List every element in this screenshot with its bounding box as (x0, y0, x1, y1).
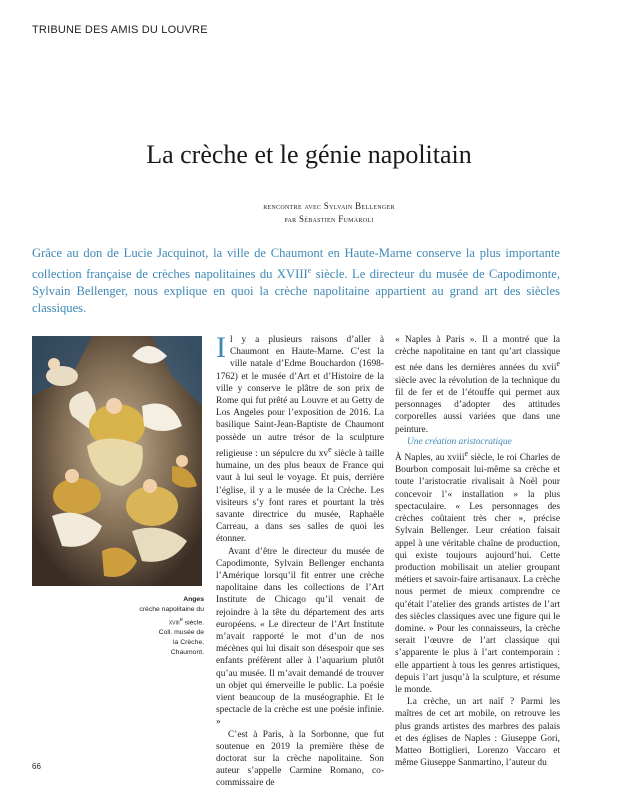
page-number: 66 (32, 762, 41, 771)
paragraph-text: l y a plusieurs raisons d’aller à Chaumont en Haute-Marne. C’est la ville natale d’Edme Bouchardon (1698-1762) et le musée d’Art et d’Histoire de la ville y conserve le plâtre de son prix de Rome qui fut prêté au Louvre et au Getty de Los Angeles pour l’exposition de 2016. La basilique Saint-Jean-Baptiste de Chaumont possède un autre trésor de la sculpture religieuse : un sépulcre du xv (216, 335, 384, 459)
superscript: e (328, 444, 332, 454)
byline (0, 200, 618, 226)
section-rubric: TRIBUNE DES AMIS DU LOUVRE (32, 24, 208, 36)
paragraph-text: À Naples, au xviii (395, 453, 465, 464)
paragraph-text: « Naples à Paris ». Il a montré que la crèche napolitaine en tant qu’art classique est née dans les dernières années du xvii (395, 335, 560, 374)
lead-text-b: siècle. Le directeur du musée de Capodimonte, Sylvain Bellenger, nous explique en quoi la crèche napolitaine appartient au grand art des siècles classiques. (32, 267, 560, 316)
byline-interview: rencontre avec Sylvain Bellenger (263, 201, 395, 211)
superscript: e (464, 448, 468, 458)
caption-line: crèche napolitaine du (139, 606, 204, 613)
paragraph (216, 331, 385, 546)
paragraph-text: siècle avec la révolution de la technique du fil de fer et de l’étouffe qui permet aux personnages d’adopter des attitudes corporelles aussi variées que dans une peinture. (395, 375, 560, 435)
byline-author: par Sébastien Fumaroli (284, 214, 374, 224)
paragraph: C’est à Paris, à la Sorbonne, que fut soutenue en 2019 la première thèse de doctorat sur la crèche napolitaine. Son auteur s’appelle Carmine Romano, co-commissaire de (216, 729, 384, 789)
article-lead (32, 245, 560, 317)
paragraph-text: siècle à taille humaine, un des plus beaux de France qui vaut à lui seul le voyage. Et puis, derrière l’église, il y a le musée de la Crèche. Les visiteurs s’y font rares et pourtant la très savante directrice du musée, Raphaële Carreau, a dans ses salles de quoi les étonner. (216, 448, 385, 545)
caption-line: la Crèche, (173, 639, 204, 647)
caption-superscript: e (179, 617, 183, 623)
drop-cap: I (216, 331, 226, 364)
article-title: La crèche et le génie napolitain (146, 140, 472, 169)
lead-text-a: Grâce au don de Lucie Jacquinot, la ville de Chaumont en Haute-Marne conserve la plus importante collection française de crèches napolitaines du XVIII (32, 246, 560, 282)
caption-century-suffix: siècle. (182, 619, 204, 627)
paragraph: Avant d’être le directeur du musée de Capodimonte, Sylvain Bellenger enchanta l’Amérique lorsqu’il fit entrer une crèche napolitaine dans les collections de l’Art Institute de Chicago qu’il venait de rejoindre à la tête du département des arts européens. « Le directeur de l’Art Institute m’avait rapporté le mot d’un de nos mécènes qui lui disait son désespoir que ses enfants préfèrent aller à l’aquarium plutôt qu’au musée. Il m’avait demandé de trouver un objet qui émerveille le public. La poésie vient beaucoup de la muséographie. Et le spectacle de la crèche est une poésie infinie. » (216, 546, 384, 728)
angels-photo (32, 336, 202, 586)
text-column-right (395, 334, 560, 769)
superscript: e (556, 359, 560, 369)
text-column-left (216, 331, 385, 790)
caption-line: Chaumont. (170, 649, 204, 657)
caption-century: xviii (168, 619, 180, 627)
section-subheading: Une création aristocratique (407, 436, 512, 447)
photo-caption (118, 595, 204, 658)
paragraph (395, 334, 560, 436)
lead-superscript: e (307, 266, 312, 275)
paragraph (395, 448, 560, 696)
caption-line: Coll. musée de (158, 629, 204, 637)
angels-illustration (32, 336, 202, 586)
paragraph-text: siècle, le roi Charles de Bourbon composait lui-même sa crèche et toute l’aristocratie rivalisait à Noël pour concevoir l’« installation » la plus spectaculaire. « Les personnages des crèches coûtaient très cher », précise Sylvain Bellenger. Leur création faisait appel à une véritable chaîne de production, qui existe toujours aujourd’hui. Cette production mobilisait un atelier groupant métiers et savoir-faire artisanaux. La crèche nous permet de mieux comprendre ce qu’était l’atelier des grands artistes de l’art des siècles classiques avec une figure qui le domine. » Pour les connaisseurs, la crèche serait l’œuvre de l’art classique qui s’apparente le plus à l’art contemporain : elle appartient à tous les genres artistiques, depuis l’art jusqu’à la sculpture, et résume le monde. (395, 453, 561, 695)
caption-line (118, 615, 204, 628)
caption-title: Anges (183, 596, 204, 603)
paragraph: La crèche, un art naïf ? Parmi les maîtres de cet art mobile, on retrouve les plus grands artistes des marbres des palais et des églises de Naples : Giuseppe Gori, Matteo Bottiglieri, Lorenzo Vaccaro et même Giuseppe Sanmartino, l’auteur du (395, 697, 560, 769)
